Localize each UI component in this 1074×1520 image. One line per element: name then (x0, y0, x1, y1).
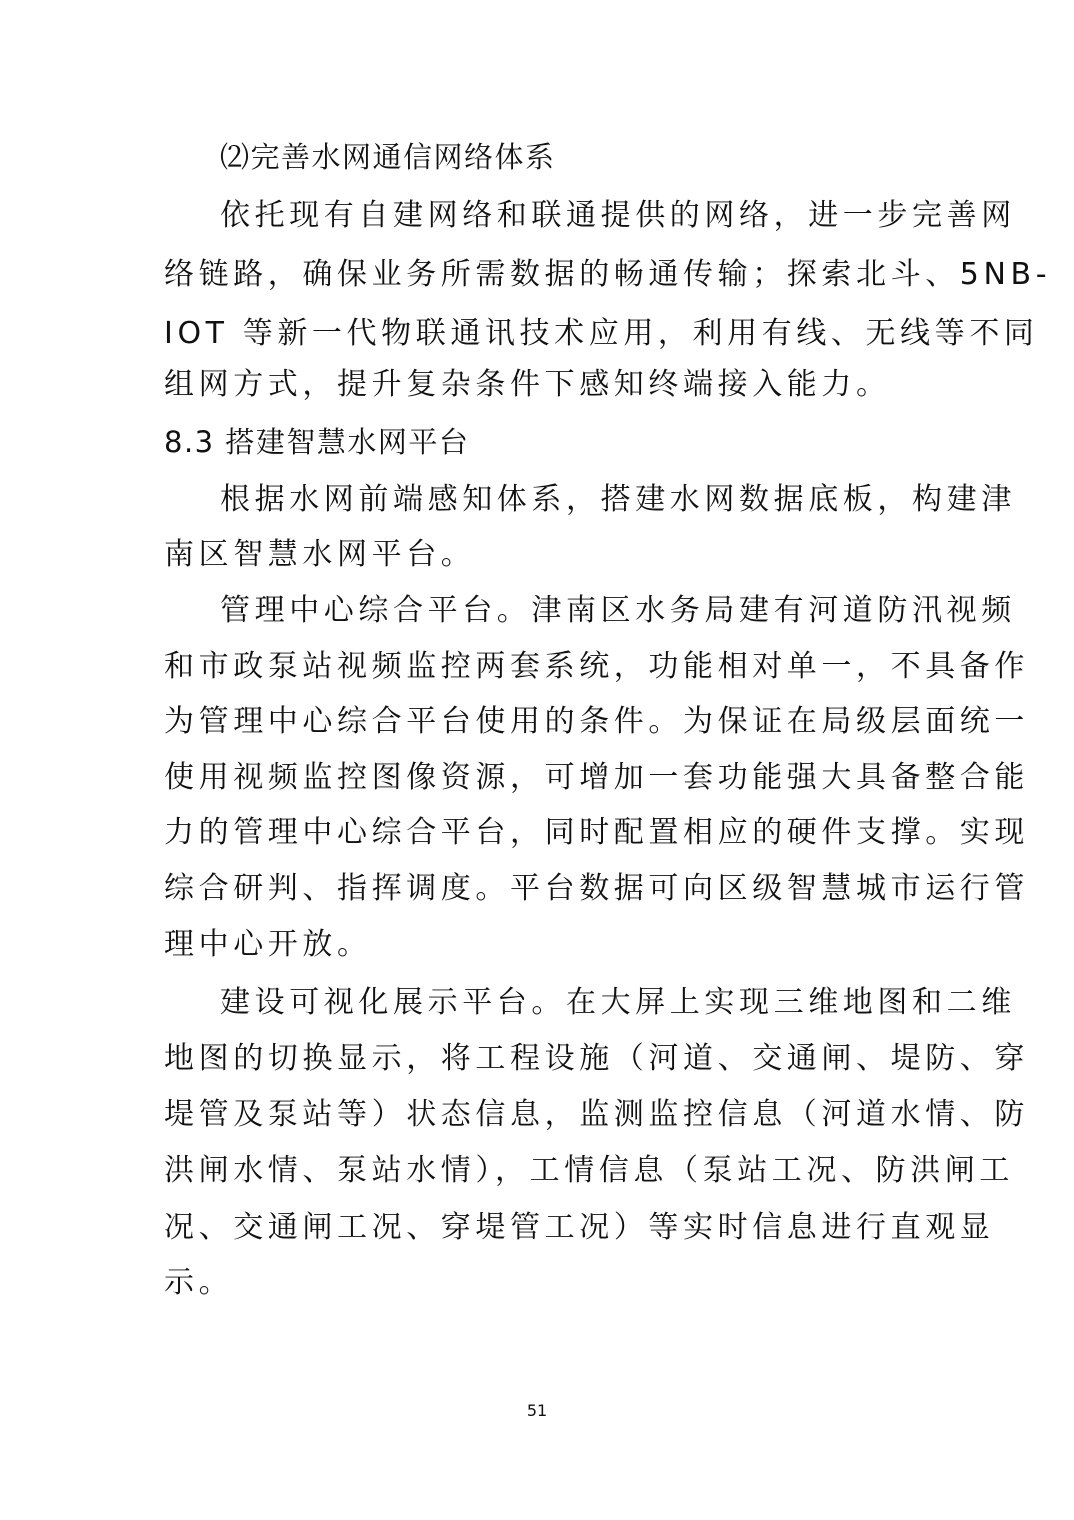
paragraph-line: 理中心开放。 (164, 927, 372, 962)
page-number: 51 (526, 1401, 548, 1420)
section-heading: 8.3 搭建智慧水网平台 (164, 425, 470, 459)
paragraph-line: 为管理中心综合平台使用的条件。为保证在局级层面统一 (164, 704, 1029, 739)
paragraph-line: 地图的切换显示，将工程设施（河道、交通闸、堤防、穿 (164, 1041, 1029, 1076)
paragraph-line: 建设可视化展示平台。在大屏上实现三维地图和二维 (220, 985, 1016, 1020)
paragraph-line: 根据水网前端感知体系，搭建水网数据底板，构建津 (220, 482, 1016, 517)
paragraph-line: 堤管及泵站等）状态信息，监测监控信息（河道水情、防 (164, 1097, 1029, 1132)
paragraph-line: 力的管理中心综合平台，同时配置相应的硬件支撑。实现 (164, 815, 1029, 850)
paragraph-line: 管理中心综合平台。津南区水务局建有河道防汛视频 (220, 593, 1016, 628)
subsection-heading: ⑵完善水网通信网络体系 (220, 140, 556, 174)
paragraph-line: 南区智慧水网平台。 (164, 537, 476, 572)
paragraph-line: 况、交通闸工况、穿堤管工况）等实时信息进行直观显 (164, 1210, 995, 1245)
paragraph-line: IOT 等新一代物联通讯技术应用，利用有线、无线等不同 (164, 316, 1039, 351)
paragraph-line: 使用视频监控图像资源，可增加一套功能强大具备整合能 (164, 760, 1029, 795)
paragraph-line: 洪闸水情、泵站水情），工情信息（泵站工况、防洪闸工 (164, 1153, 1014, 1188)
paragraph-line: 和市政泵站视频监控两套系统，功能相对单一，不具备作 (164, 649, 1029, 684)
paragraph-line: 依托现有自建网络和联通提供的网络，进一步完善网 (220, 198, 1016, 233)
paragraph-line: 络链路，确保业务所需数据的畅通传输；探索北斗、5NB- (164, 257, 1052, 292)
paragraph-line: 组网方式，提升复杂条件下感知终端接入能力。 (164, 367, 891, 402)
paragraph-line: 示。 (164, 1265, 234, 1300)
paragraph-line: 综合研判、指挥调度。平台数据可向区级智慧城市运行管 (164, 871, 1029, 906)
